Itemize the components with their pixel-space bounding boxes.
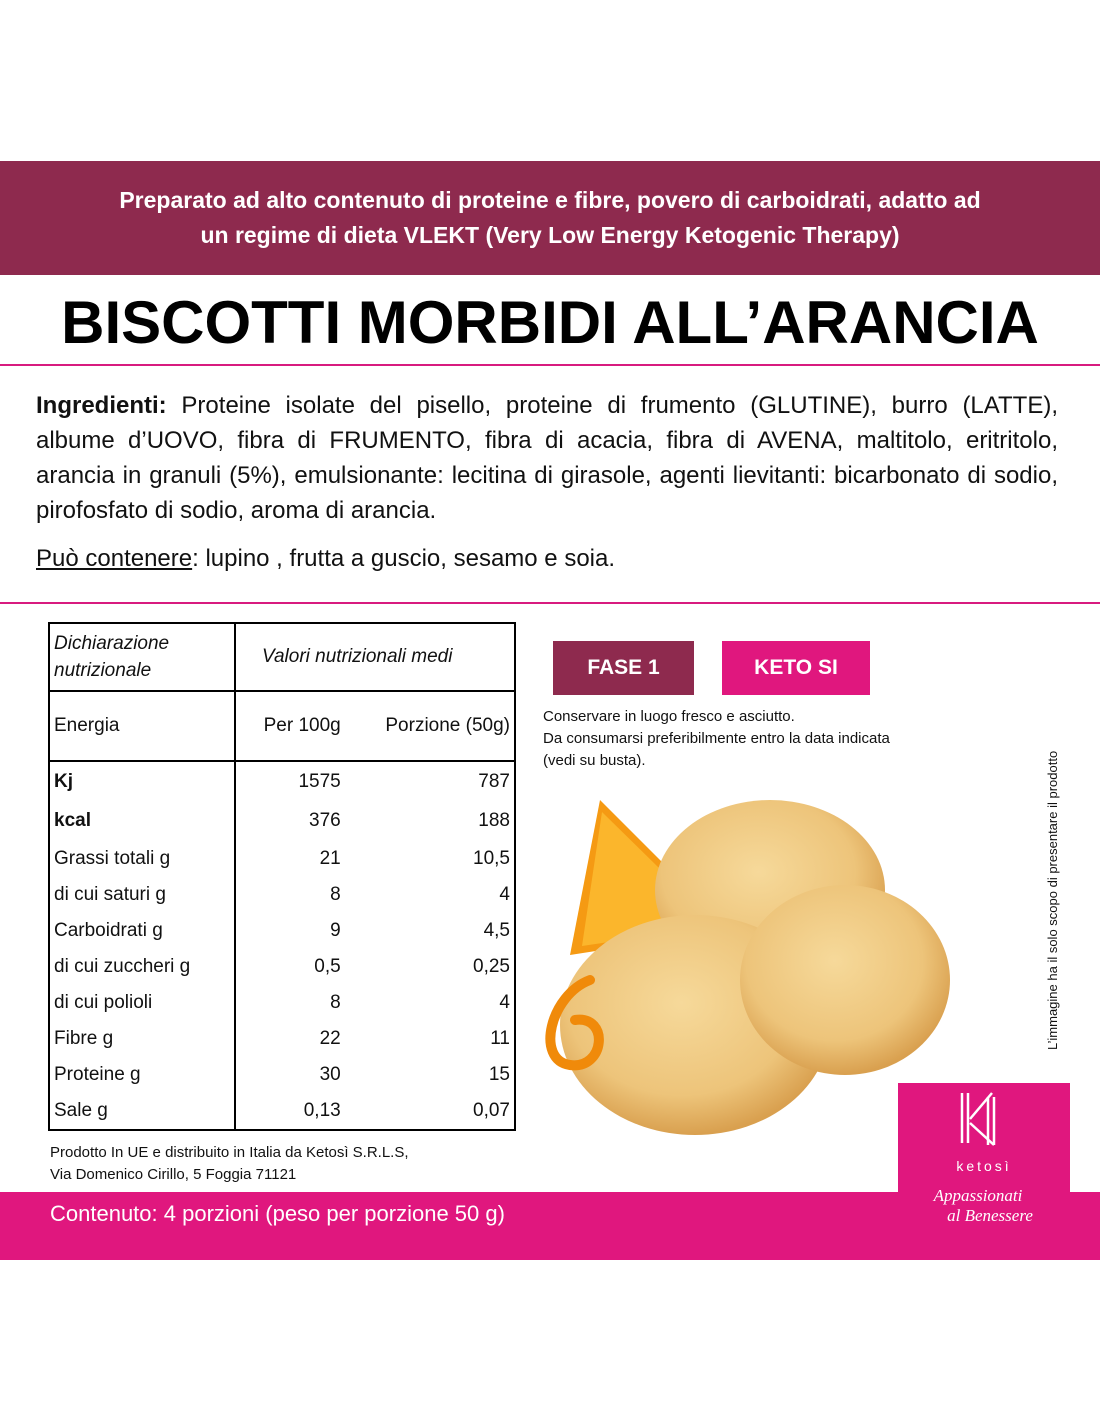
storage-instructions: [543, 706, 890, 772]
cookie-right: [740, 885, 950, 1075]
row-label: kcal: [49, 801, 235, 841]
row-portion: 10,5: [473, 848, 510, 869]
storage-line-1: Conservare in luogo fresco e asciutto.: [543, 708, 795, 725]
table-row: [49, 1093, 515, 1130]
banner-line-2: un regime di dieta VLEKT (Very Low Energy Ketogenic Therapy): [200, 222, 900, 248]
row-label: Proteine g: [49, 1057, 235, 1093]
table-row: [49, 877, 515, 913]
row-portion: 787: [478, 770, 510, 792]
table-row: [49, 985, 515, 1021]
image-disclaimer: L’immagine ha il solo scopo di presentare il prodotto: [1045, 750, 1060, 1050]
row-label: di cui polioli: [49, 985, 235, 1021]
table-row: [49, 913, 515, 949]
header-banner: [0, 161, 1100, 275]
table-row: [49, 761, 515, 801]
contents-info: Contenuto: 4 porzioni (peso per porzione 50 g): [50, 1201, 505, 1226]
col-per-100g: Per 100g: [235, 691, 345, 761]
brand-name: ketosì: [956, 1158, 1012, 1174]
row-portion: 0,07: [473, 1100, 510, 1121]
ingredients-paragraph: [36, 388, 1058, 528]
row-label: Carboidrati g: [49, 913, 235, 949]
table-row: [49, 1021, 515, 1057]
table-row: [49, 801, 515, 841]
keto-badge: KETO SI: [722, 641, 870, 695]
storage-line-2: Da consumarsi preferibilmente entro la data indicata: [543, 730, 890, 747]
divider-top: [0, 364, 1100, 366]
brand-slogan-1: Appassionati: [933, 1186, 1023, 1205]
banner-line-1: Preparato ad alto contenuto di proteine e fibre, povero di carboidrati, adatto ad: [119, 187, 981, 213]
product-image: [530, 780, 950, 1140]
row-per100: 30: [319, 1064, 341, 1085]
allergens-label: Può contenere: [36, 545, 193, 572]
row-per100: 8: [330, 992, 341, 1013]
row-per100: 376: [309, 810, 341, 831]
row-portion: 0,25: [473, 956, 510, 977]
row-portion: 188: [478, 810, 510, 831]
row-portion: 4,5: [483, 920, 510, 941]
brand-slogan-2: al Benessere: [947, 1206, 1033, 1225]
row-label: Kj: [49, 761, 235, 801]
phase-badge: FASE 1: [553, 641, 694, 695]
storage-line-3: (vedi su busta).: [543, 752, 646, 769]
ketosi-logo-icon: [898, 1083, 1070, 1233]
row-portion: 11: [490, 1028, 510, 1049]
table-row: [49, 1057, 515, 1093]
row-portion: 15: [488, 1064, 510, 1085]
row-per100: 0,13: [303, 1100, 341, 1121]
producer-line-1: Prodotto In UE e distribuito in Italia da Ketosì S.R.L.S,: [50, 1144, 409, 1161]
row-label: Grassi totali g: [49, 841, 235, 877]
row-per100: 1575: [298, 770, 341, 792]
ingredients-text: Proteine isolate del pisello, proteine di frumento (GLUTINE), burro (LATTE), albume d’UOVO, fibra di FRUMENTO, fibra di acacia, fibra di AVENA, maltitolo, eritritolo, arancia in granuli (5%), emulsionante: lecitina di girasole, agenti lievitanti: bicarbonato di sodio, pirofosfato di sodio, aroma di arancia.: [36, 392, 1058, 524]
product-title: BISCOTTI MORBIDI ALL’ARANCIA: [61, 289, 1039, 356]
energy-label: Energia: [49, 691, 235, 761]
table-row: [49, 949, 515, 985]
producer-line-2: Via Domenico Cirillo, 5 Foggia 71121: [50, 1166, 297, 1183]
producer-info: [50, 1142, 409, 1186]
row-per100: 8: [330, 884, 341, 905]
allergens-line: [36, 545, 615, 573]
row-label: di cui saturi g: [49, 877, 235, 913]
row-label: Sale g: [49, 1093, 235, 1130]
row-label: di cui zuccheri g: [49, 949, 235, 985]
col-portion: Porzione (50g): [345, 691, 515, 761]
brand-logo: [898, 1083, 1070, 1233]
ingredients-label: Ingredienti:: [36, 392, 167, 419]
table-row: [49, 841, 515, 877]
row-label: Fibre g: [49, 1021, 235, 1057]
row-per100: 0,5: [314, 956, 341, 977]
row-per100: 9: [330, 920, 341, 941]
divider-middle: [0, 602, 1100, 604]
nutrition-header-right: Valori nutrizionali medi: [235, 623, 515, 691]
nutrition-header-left: Dichiarazione nutrizionale: [49, 623, 235, 691]
row-per100: 22: [319, 1028, 341, 1049]
row-per100: 21: [319, 848, 341, 869]
row-portion: 4: [499, 992, 510, 1013]
nutrition-table: [48, 622, 516, 1131]
allergens-text: : lupino , frutta a guscio, sesamo e soia.: [192, 545, 616, 572]
row-portion: 4: [499, 884, 510, 905]
